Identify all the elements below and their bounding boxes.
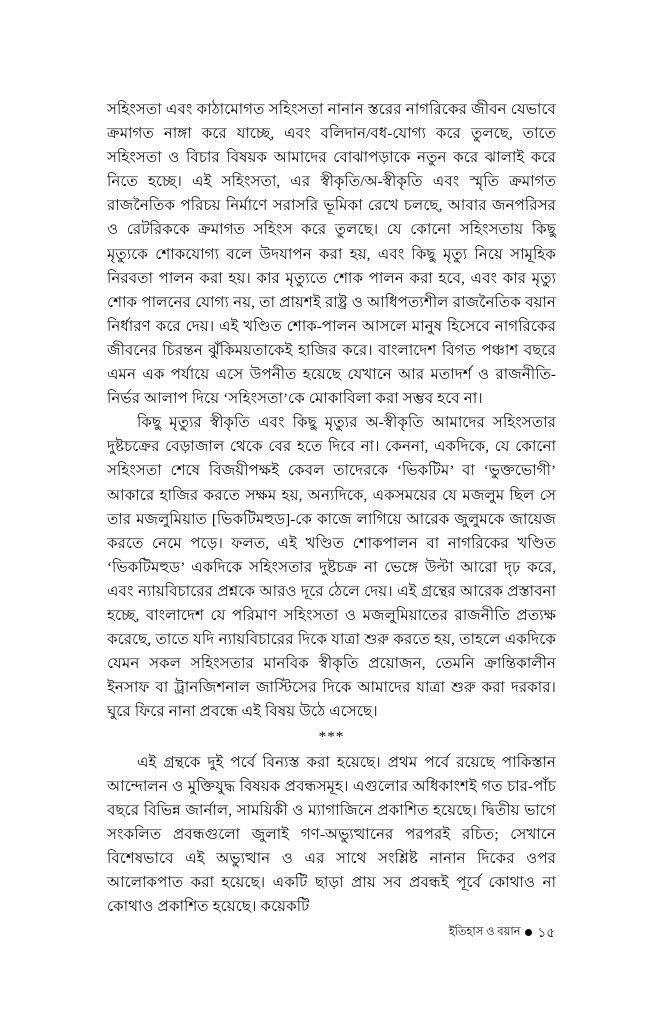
section-separator: *** <box>318 728 345 746</box>
body-paragraph-2: কিছু মৃত্যুর স্বীকৃতি এবং কিছু মৃত্যুর অ-স্বীকৃতি আমাদের সহিংসতার দুষ্টচক্রের বেড়াজাল থেকে বের হতে দিবে না। কেননা, একদিকে, যে কোনো সহিংসতা শেষে বিজয়ীপক্ষই কেবল তাদেরকে ‘ভিকটিম’ বা ‘ভুক্তভোগী’ আকারে হাজির করতে সক্ষম হয়, অন্যদিকে, একসময়ের যে মজলুম ছিল সে তার মজলুমিয়াত [ভিকটিমহুড]-কে কাজে লাগিয়ে আরেক জুলুমকে জায়েজ করতে নেমে পড়ে। ফলত, এই খণ্ডিত শোকপালন বা নাগরিকের খণ্ডিত ‘ভিকটিমহুড’ একদিকে সহিংসতার দুষ্টচক্র না ভেঙ্গে উল্টা আরো দৃঢ় করে, এবং ন্যায়বিচারের প্রশ্নকে আরও দূরে ঠেলে দেয়। এই গ্রন্থের আরেক প্রস্তাবনা হচ্ছে, বাংলাদেশ যে পরিমাণ সহিংসতা ও মজলুমিয়াতের রাজনীতি প্রত্যক্ষ করেছে, তাতে যদি ন্যায়বিচারের দিকে যাত্রা শুরু করতে হয়, তাহলে একদিকে যেমন সকল সহিংসতার মানবিক স্বীকৃতি প্রয়োজন, তেমনি ক্রান্তিকালীন ইনসাফ বা ট্রানজিশনাল জাস্টিসের দিকে আমাদের যাত্রা শুরু করা দরকার। ঘুরে ফিরে নানা প্রবন্ধে এই বিষয় উঠে এসেছে। <box>107 414 556 721</box>
page-number: ১৫ <box>537 925 555 940</box>
page-footer <box>449 925 555 940</box>
footer-running-head: ইতিহাস ও বয়ান <box>448 926 521 938</box>
body-paragraph-3: এই গ্রন্থকে দুই পর্বে বিন্যস্ত করা হয়েছে। প্রথম পর্বে রয়েছে পাকিস্তান আন্দোলন ও মুক্তিযুদ্ধ বিষয়ক প্রবন্ধসমূহ। এগুলোর অধিকাংশই গত চার-পাঁচ বছরে বিভিন্ন জার্নাল, সাময়িকী ও ম্যাগাজিনে প্রকাশিত হয়েছে। দ্বিতীয় ভাগে সংকলিত প্রবন্ধগুলো জুলাই গণ-অভ্যুত্থানের পরপরই রচিত; সেখানে বিশেষভাবে এই অভ্যুত্থান ও এর সাথে সংশ্লিষ্ট নানান দিকের ওপর আলোকপাত করা হয়েছে। একটি ছাড়া প্রায় সব প্রবন্ধই পূর্বে কোথাও না কোথাও প্রকাশিত হয়েছে। কয়েকটি <box>107 753 556 916</box>
body-paragraph-1: সহিংসতা এবং কাঠামোগত সহিংসতা নানান স্তরের নাগরিকের জীবন যেভাবে ক্রমাগত নাঙ্গা করে যাচ্ছে, এবং বলিদান/বধ-যোগ্য করে তুলছে, তাতে সহিংসতা ও বিচার বিষয়ক আমাদের বোঝাপড়াকে নতুন করে ঝালাই করে নিতে হচ্ছে। এই সহিংসতা, এর স্বীকৃতি/অ-স্বীকৃতি এবং স্মৃতি ক্রমাগত রাজনৈতিক পরিচয় নির্মাণে সরাসরি ভূমিকা রেখে চলছে, আবার জনপরিসর ও রেটরিককে ক্রমাগত সহিংস করে তুলছে। যে কোনো সহিংসতায় কিছু মৃত্যুকে শোকযোগ্য বলে উদযাপন করা হয়, এবং কিছু মৃত্যু নিয়ে সামূহিক নিরবতা পালন করা হয়। কার মৃত্যুতে শোক পালন করা হবে, এবং কার মৃত্যু শোক পালনের যোগ্য নয়, তা প্রায়শই রাষ্ট্র ও আধিপত্যশীল রাজনৈতিক বয়ান নির্ধারণ করে দেয়। এই খণ্ডিত শোক-পালন আসলে মানুষ হিসেবে নাগরিকের জীবনের চিরন্তন ঝুঁকিময়তাকেই হাজির করে। বাংলাদেশ বিগত পঞ্চাশ বছরে এমন এক পর্যায়ে এসে উপনীত হয়েছে যেখানে আর মতাদর্শ ও রাজনীতি-নির্ভর আলাপ দিয়ে ‘সহিংসতা’কে মোকাবিলা করা সম্ভব হবে না। <box>107 101 556 408</box>
bullet-separator-icon <box>525 929 532 936</box>
page-text-block <box>107 98 556 919</box>
